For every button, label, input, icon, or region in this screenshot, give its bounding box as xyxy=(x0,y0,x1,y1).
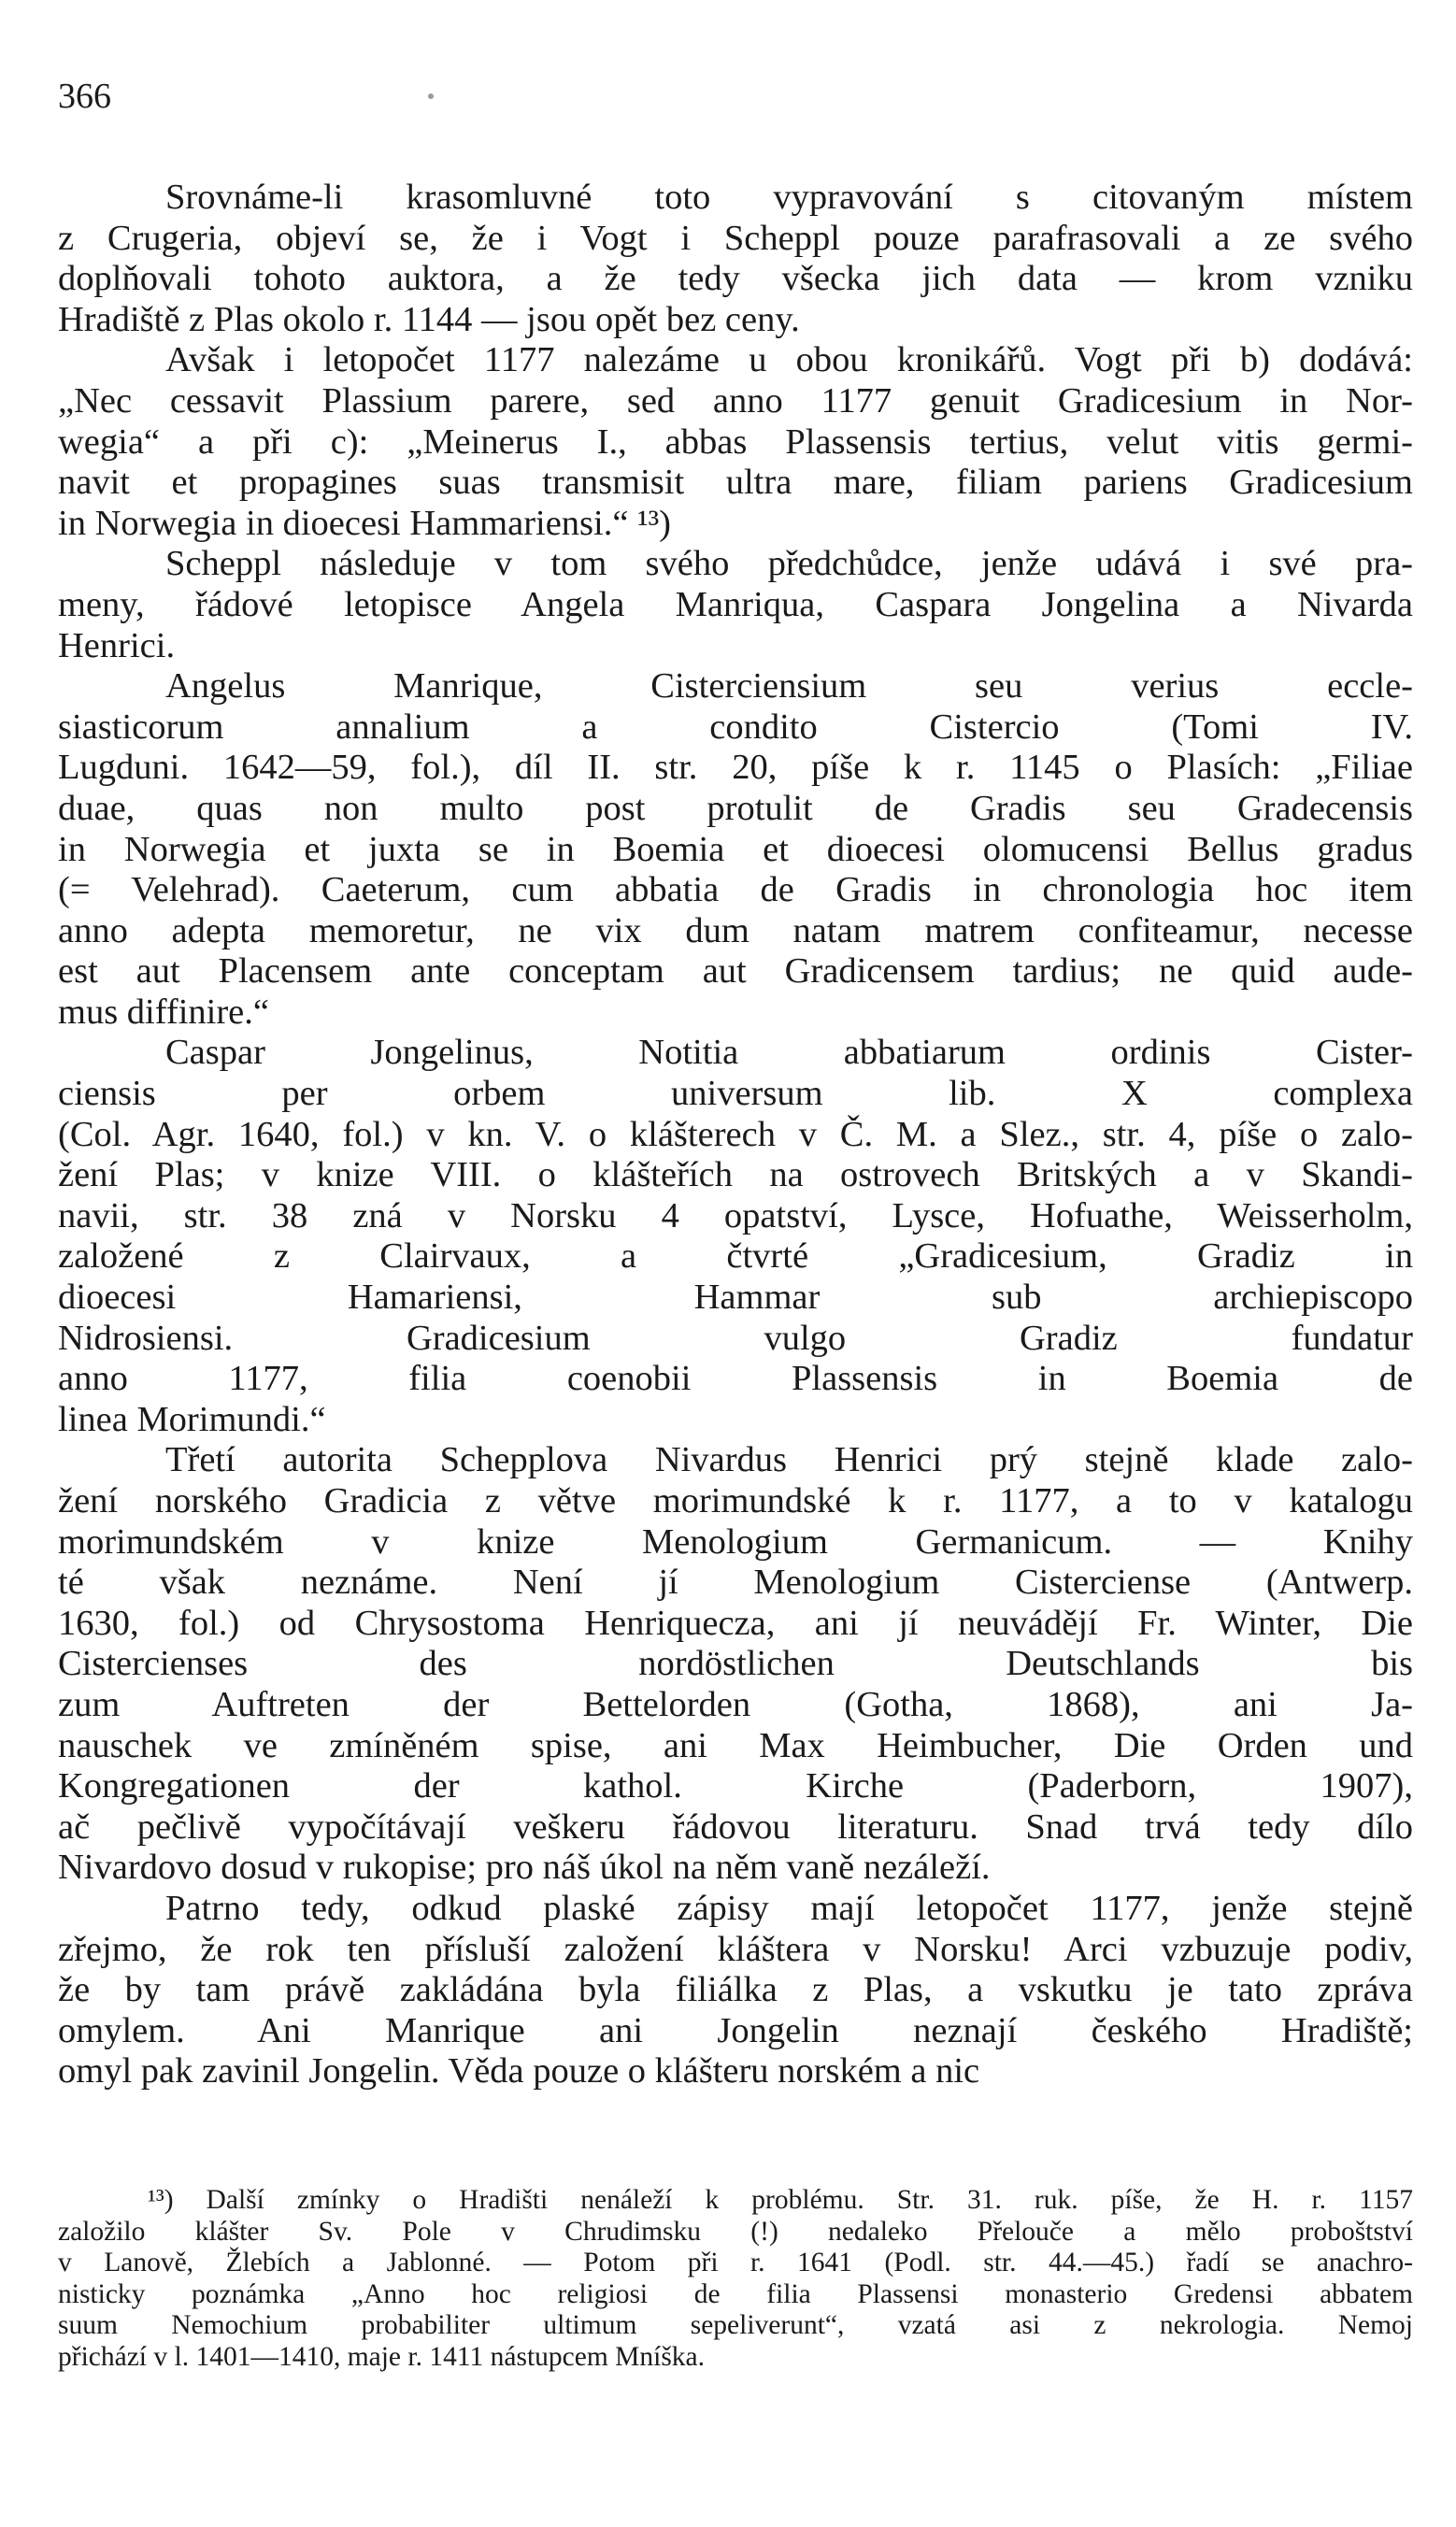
text-line: „Nec cessavit Plassium parere, sed anno 1177 genuit Gradicesium in Nor- xyxy=(58,380,1413,421)
text-line: Kongregationen der kathol. Kirche (Paderborn, 1907), xyxy=(58,1766,1413,1806)
text-line: že by tam právě zakládána byla filiálka z Plas, a vskutku je tato zpráva xyxy=(58,1970,1413,2010)
text-line: nauschek ve zmíněném spise, ani Max Heimbucher, Die Orden und xyxy=(58,1725,1413,1765)
text-line: omyl pak zavinil Jongelin. Věda pouze o klášteru norském a nic xyxy=(58,2051,980,2092)
text-line: Srovnáme-li krasomluvné toto vypravování s citovaným místem xyxy=(165,178,1413,217)
text-line: Cistercienses des nordöstlichen Deutschlands bis xyxy=(58,1644,1413,1684)
text-line: est aut Placensem ante conceptam aut Gradicensem tardius; ne quid aude- xyxy=(58,951,1413,992)
text-line: linea Morimundi.“ xyxy=(58,1399,326,1439)
text-line: Scheppl následuje v tom svého předchůdce, jenže udává i své pra- xyxy=(165,544,1413,584)
text-line: navit et propagines suas transmisit ultra mare, filiam pariens Gradicesium xyxy=(58,463,1413,503)
footnote-line: suum Nemochium probabiliter ultimum sepeliverunt“, vzatá asi z nekrologia. Nemoj xyxy=(58,2310,1413,2340)
footnotes xyxy=(58,2185,1413,2373)
page-number: 366 xyxy=(58,77,111,116)
text-line: té však neznáme. Není jí Menologium Cisterciense (Antwerp. xyxy=(58,1563,1413,1603)
text-line: Nivardovo dosud v rukopise; pro náš úkol na něm vaně nezáleží. xyxy=(58,1848,991,1888)
text-line: dioecesi Hamariensi, Hammar sub archiepiscopo xyxy=(58,1278,1413,1318)
text-line: in Norwegia et juxta se in Boemia et dioecesi olomucensi Bellus gradus xyxy=(58,829,1413,869)
footnote-line: v Lanově, Žlebích a Jablonné. — Potom při r. 1641 (Podl. str. 44.—45.) řadí se anachro- xyxy=(58,2248,1413,2277)
text-line: Třetí autorita Schepplova Nivardus Henrici prý stejně klade zalo- xyxy=(165,1440,1413,1480)
footnote-line: nisticky poznámka „Anno hoc religiosi de filia Plassensi monasterio Gredensi abbatem xyxy=(58,2278,1413,2309)
text-line: zum Auftreten der Bettelorden (Gotha, 1868), ani Ja- xyxy=(58,1684,1413,1724)
footnote-line: přichází v l. 1401—1410, maje r. 1411 nástupcem Mníška. xyxy=(58,2341,706,2372)
text-line: duae, quas non multo post protulit de Gradis seu Gradecensis xyxy=(58,788,1413,828)
footnote-line: založilo klášter Sv. Pole v Chrudimsku (!) nedaleko Přelouče a mělo proboštství xyxy=(58,2216,1413,2247)
text-line: in Norwegia in dioecesi Hammariensi.“ ¹³) xyxy=(58,503,671,543)
text-line: anno 1177, filia coenobii Plassensis in Boemia de xyxy=(58,1359,1413,1399)
text-line: 1630, fol.) od Chrysostoma Henriquecza, ani jí neuvádějí Fr. Winter, Die xyxy=(58,1603,1413,1643)
text-line: založené z Clairvaux, a čtvrté „Gradicesium, Gradiz in xyxy=(58,1236,1413,1277)
text-line: morimundském v knize Menologium Germanicum. — Knihy xyxy=(58,1521,1413,1562)
text-line: (Col. Agr. 1640, fol.) v kn. V. o klášterech v Č. M. a Slez., str. 4, píše o zalo- xyxy=(58,1114,1413,1154)
text-line: siasticorum annalium a condito Cistercio (Tomi IV. xyxy=(58,707,1413,747)
text-line: doplňovali tohoto auktora, a že tedy všecka jich data — krom vzniku xyxy=(58,259,1413,299)
text-line: zřejmo, že rok ten přísluší založení kláštera v Norsku! Arci vzbuzuje podiv, xyxy=(58,1929,1413,1969)
text-line: meny, řádové letopisce Angela Manriqua, Caspara Jongelina a Nivarda xyxy=(58,584,1413,624)
text-line: navii, str. 38 zná v Norsku 4 opatství, Lysce, Hofuathe, Weisserholm, xyxy=(58,1195,1413,1235)
text-line: mus diffinire.“ xyxy=(58,992,269,1032)
text-line: ciensis per orbem universum lib. X complexa xyxy=(58,1074,1413,1114)
main-text xyxy=(58,178,1413,2092)
text-line: žení Plas; v knize VIII. o klášteřích na ostrovech Britských a v Skandi- xyxy=(58,1155,1413,1195)
text-line: ač pečlivě vypočítávají veškeru řádovou literaturu. Snad trvá tedy dílo xyxy=(58,1806,1413,1847)
text-line: Henrici. xyxy=(58,625,176,665)
text-line: z Crugeria, objeví se, že i Vogt i Scheppl pouze parafrasovali a ze svého xyxy=(58,218,1413,258)
text-line: Caspar Jongelinus, Notitia abbatiarum ordinis Cister- xyxy=(165,1033,1413,1073)
text-line: Avšak i letopočet 1177 nalezáme u obou kronikářů. Vogt při b) dodává: xyxy=(165,340,1413,380)
text-line: Nidrosiensi. Gradicesium vulgo Gradiz fundatur xyxy=(58,1318,1413,1358)
text-line: omylem. Ani Manrique ani Jongelin neznají českého Hradiště; xyxy=(58,2010,1413,2050)
text-line: žení norského Gradicia z větve morimundské k r. 1177, a to v katalogu xyxy=(58,1481,1413,1520)
text-line: Patrno tedy, odkud plaské zápisy mají letopočet 1177, jenže stejně xyxy=(165,1888,1413,1928)
print-speck xyxy=(428,93,434,99)
text-line: wegia“ a při c): „Meinerus I., abbas Plassensis tertius, velut vitis germi- xyxy=(58,421,1413,462)
text-line: Lugduni. 1642—59, fol.), díl II. str. 20, píše k r. 1145 o Plasích: „Filiae xyxy=(58,748,1413,788)
text-line: Hradiště z Plas okolo r. 1144 — jsou opět bez ceny. xyxy=(58,299,800,339)
footnote-line: ¹³) Další zmínky o Hradišti nenáleží k problému. Str. 31. ruk. píše, že H. r. 1157 xyxy=(148,2185,1413,2215)
text-line: Angelus Manrique, Cisterciensium seu verius eccle- xyxy=(165,666,1413,707)
text-line: anno adepta memoretur, ne vix dum natam matrem confiteamur, necesse xyxy=(58,910,1413,950)
text-line: (= Velehrad). Caeterum, cum abbatia de Gradis in chronologia hoc item xyxy=(58,870,1413,910)
